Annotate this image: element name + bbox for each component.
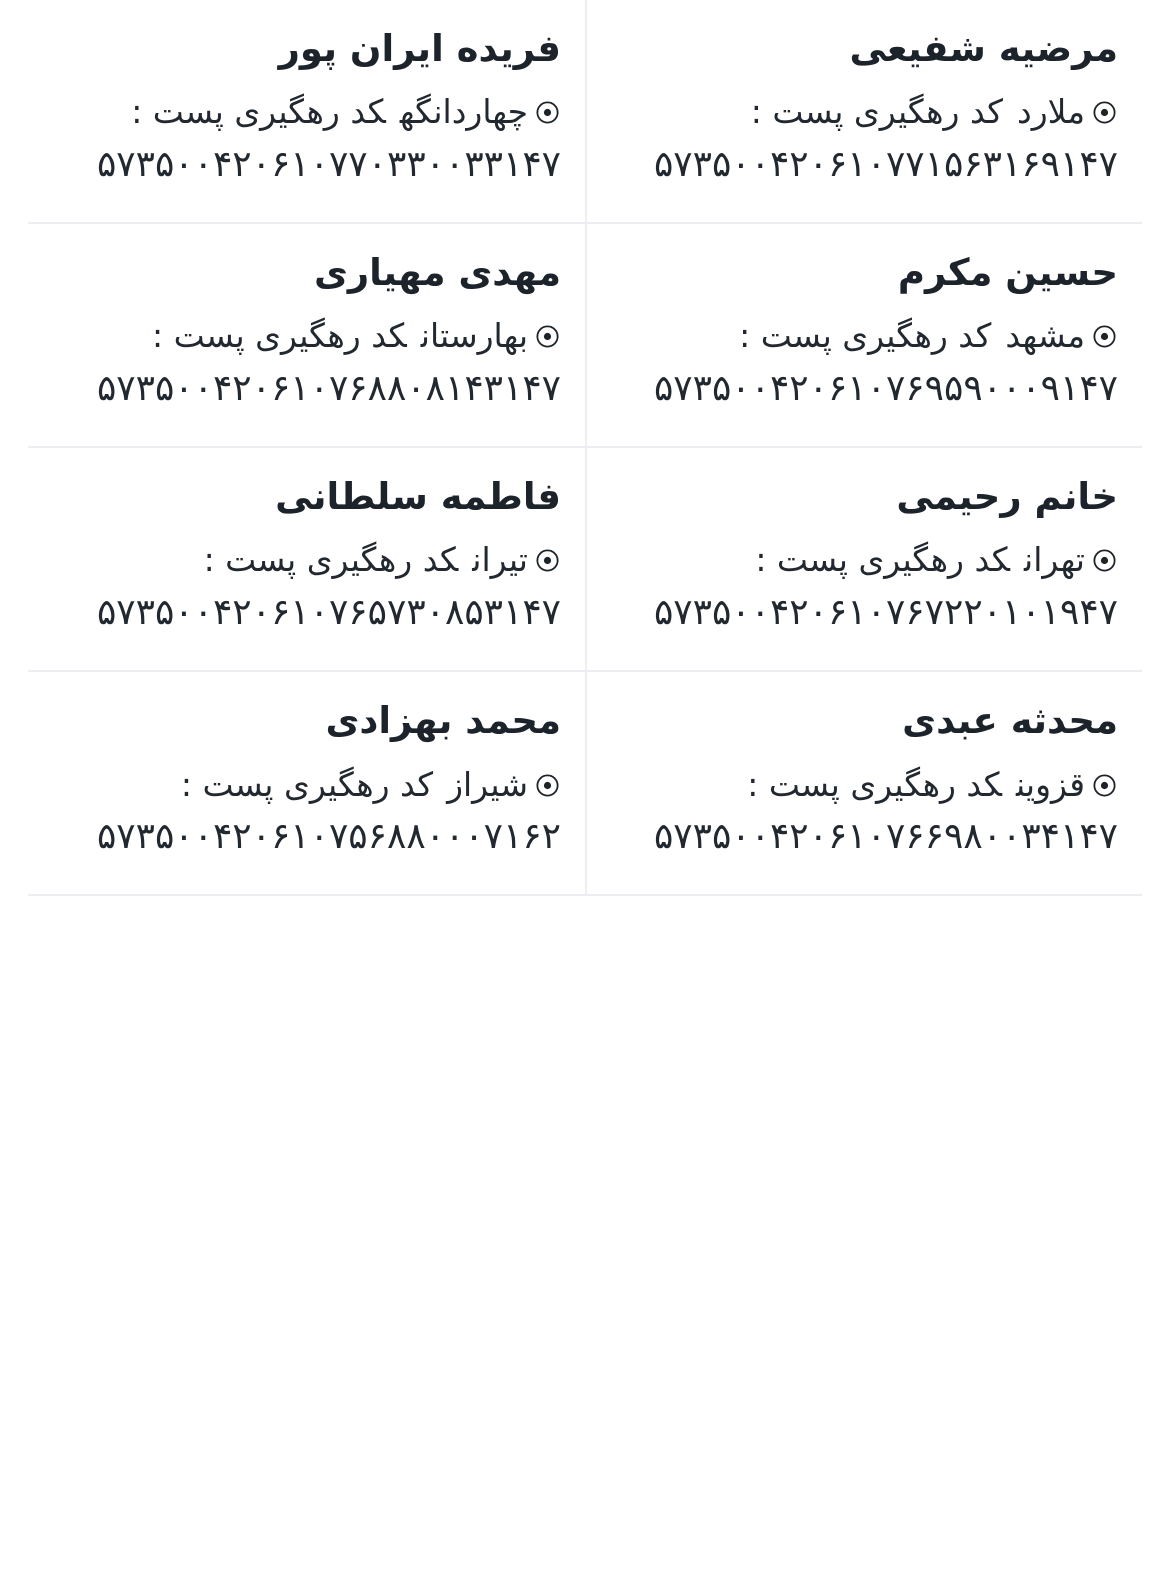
location-pin-icon <box>1091 323 1118 350</box>
tracking-code[interactable]: ۵۷۳۵۰۰۴۲۰۶۱۰۷۶۶۹۸۰۰۳۴۱۴۷ <box>653 816 1118 858</box>
shipment-details <box>611 312 1118 416</box>
location-pin-icon <box>534 547 561 574</box>
city-name: شیراز <box>447 764 528 804</box>
shipment-details <box>52 761 561 865</box>
tracking-label: کد رهگیری پست : <box>180 764 434 804</box>
shipment-card[interactable] <box>28 448 585 672</box>
shipment-card[interactable] <box>585 672 1142 896</box>
city-name: ملارد <box>1017 92 1085 132</box>
shipment-details <box>52 312 561 416</box>
shipment-card-grid <box>28 0 1142 896</box>
recipient-name: محمد بهزادی <box>325 699 561 743</box>
tracking-label: کد رهگیری پست : <box>755 540 1011 580</box>
shipment-details <box>611 88 1118 192</box>
shipment-card[interactable] <box>585 224 1142 448</box>
location-pin-icon <box>534 772 561 799</box>
shipment-details <box>52 536 561 640</box>
recipient-name: خانم رحیمی <box>896 475 1118 519</box>
tracking-code[interactable]: ۵۷۳۵۰۰۴۲۰۶۱۰۷۵۶۸۸۰۰۰۷۱۶۲ <box>96 816 561 858</box>
shipment-details <box>611 761 1118 865</box>
recipient-name: مهدی مهیاری <box>313 251 561 295</box>
location-pin-icon <box>534 323 561 350</box>
city-name: تهران <box>1024 540 1085 580</box>
location-pin-icon <box>1091 99 1118 126</box>
tracking-code[interactable]: ۵۷۳۵۰۰۴۲۰۶۱۰۷۶۸۸۰۸۱۴۳۱۴۷ <box>96 368 561 410</box>
shipment-card[interactable] <box>585 448 1142 672</box>
tracking-label: کد رهگیری پست : <box>747 764 1002 804</box>
city-name: چهاردانگه <box>399 92 528 132</box>
tracking-code[interactable]: ۵۷۳۵۰۰۴۲۰۶۱۰۷۷۰۳۳۰۰۳۳۱۴۷ <box>96 144 561 186</box>
recipient-name: مرضیه شفیعی <box>849 27 1118 70</box>
shipment-card[interactable] <box>585 0 1142 224</box>
tracking-code[interactable]: ۵۷۳۵۰۰۴۲۰۶۱۰۷۶۷۲۲۰۱۰۱۹۴۷ <box>653 592 1118 634</box>
shipment-details <box>52 88 561 192</box>
tracking-label: کد رهگیری پست : <box>131 92 386 132</box>
city-name: قزوین <box>1015 764 1085 804</box>
city-name: تیران <box>472 540 528 580</box>
shipment-details <box>611 536 1118 640</box>
tracking-label: کد رهگیری پست : <box>739 316 992 356</box>
location-pin-icon <box>534 99 561 126</box>
recipient-name: محدثه عبدی <box>902 699 1118 743</box>
tracking-code[interactable]: ۵۷۳۵۰۰۴۲۰۶۱۰۷۷۱۵۶۳۱۶۹۱۴۷ <box>653 144 1118 186</box>
recipient-name: حسین مکرم <box>897 251 1118 295</box>
tracking-code[interactable]: ۵۷۳۵۰۰۴۲۰۶۱۰۷۶۹۵۹۰۰۰۹۱۴۷ <box>653 368 1118 410</box>
shipment-card[interactable] <box>28 672 585 896</box>
city-name: مشهد <box>1005 316 1085 356</box>
tracking-label: کد رهگیری پست : <box>750 92 1003 132</box>
recipient-name: فاطمه سلطانی <box>275 475 561 519</box>
tracking-label: کد رهگیری پست : <box>203 540 459 580</box>
city-name: بهارستان <box>420 316 528 356</box>
location-pin-icon <box>1091 772 1118 799</box>
location-pin-icon <box>1091 547 1118 574</box>
shipment-card[interactable] <box>28 224 585 448</box>
shipment-card[interactable] <box>28 0 585 224</box>
tracking-label: کد رهگیری پست : <box>152 316 407 356</box>
tracking-code[interactable]: ۵۷۳۵۰۰۴۲۰۶۱۰۷۶۵۷۳۰۸۵۳۱۴۷ <box>96 592 561 634</box>
recipient-name: فریده ایران پور <box>278 27 561 70</box>
